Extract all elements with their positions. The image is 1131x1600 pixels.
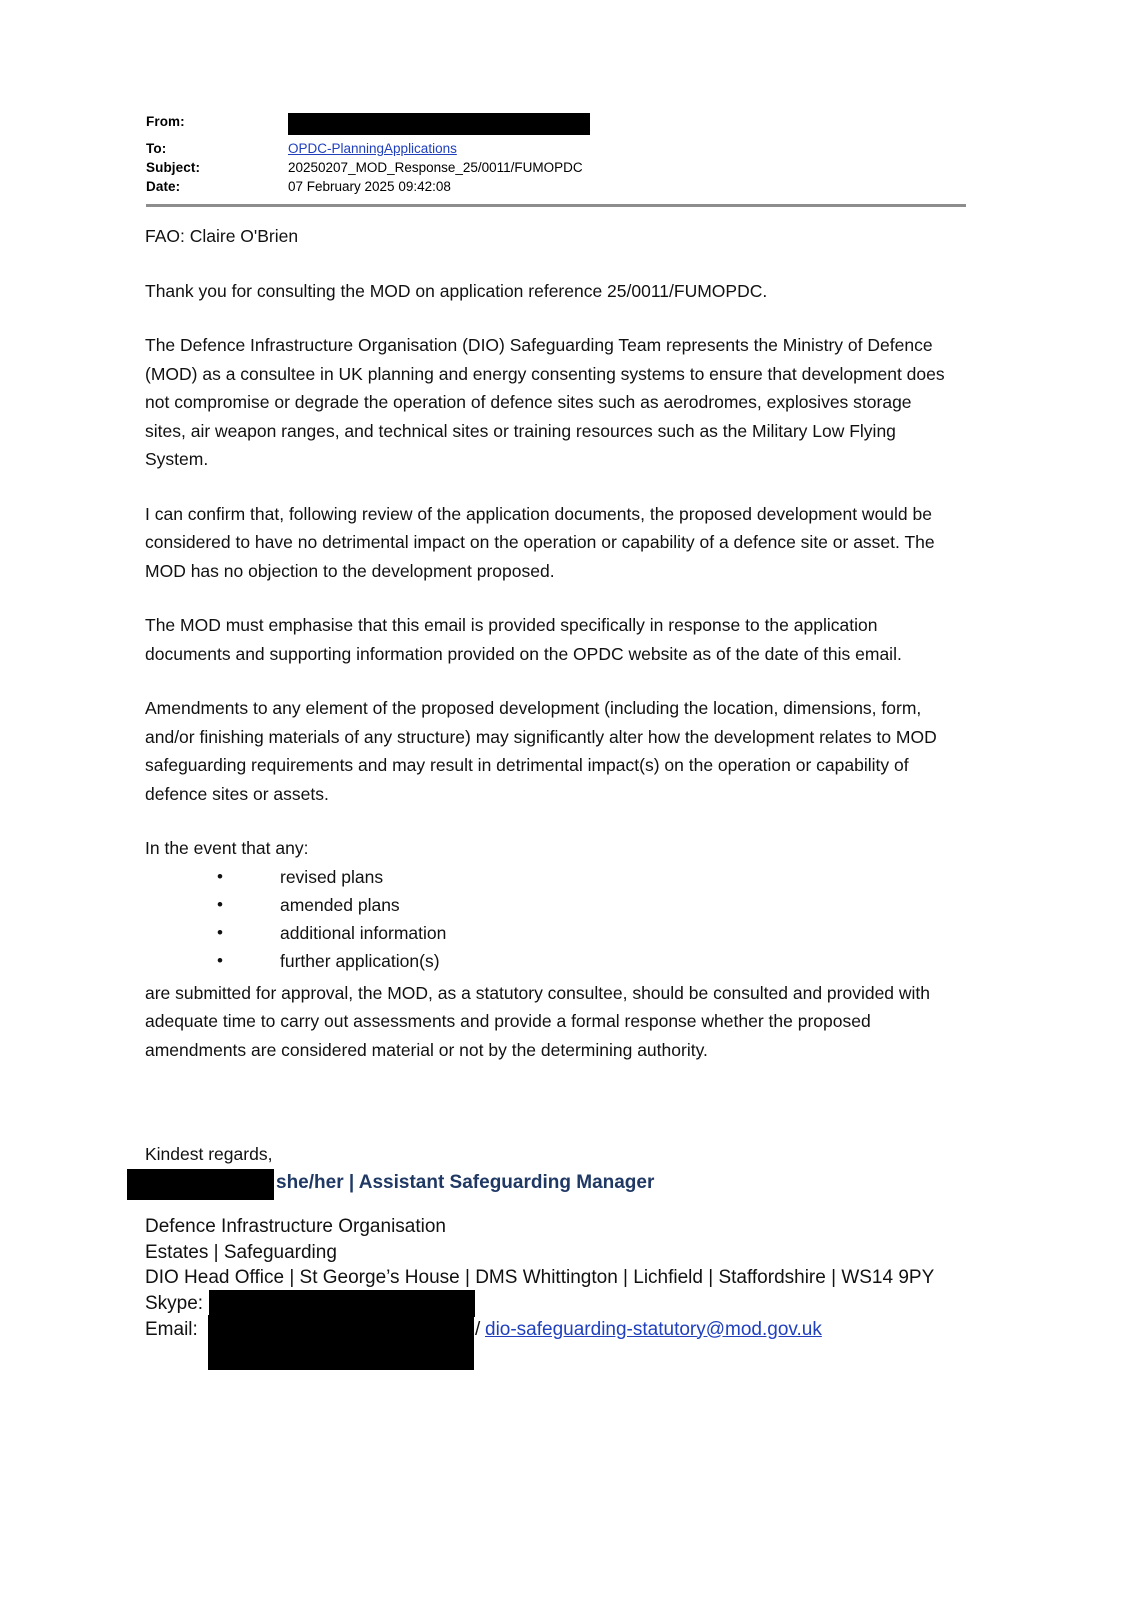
list-item: • amended plans	[145, 891, 955, 919]
to-value-link[interactable]: OPDC-PlanningApplications	[288, 141, 457, 156]
signature-details	[145, 1214, 975, 1347]
header-row-from	[146, 112, 966, 139]
subject-value: 20250207_MOD_Response_25/0011/FUMOPDC	[288, 160, 583, 175]
signature-regards: Kindest regards,	[145, 1144, 273, 1164]
signature-email-row	[145, 1317, 975, 1347]
paragraph-amendments: Amendments to any element of the proposed development (including the location, dimensions, form, and/or finishing materials of any structure) may significantly alter how the development relates to MOD safeguarding requirements and may result in detrimental impact(s) on the operation or capability of defence sites or assets.	[145, 698, 937, 804]
email-label: Email:	[145, 1318, 198, 1340]
redaction-block-email	[208, 1315, 474, 1370]
subject-label: Subject:	[146, 160, 201, 175]
paragraph-no-objection: I can confirm that, following review of the application documents, the proposed development would be considered to have no detrimental impact on the operation or capability of a defence site or asset. The MOD has no objection to the development proposed.	[145, 503, 935, 581]
date-label: Date:	[146, 179, 181, 194]
redaction-block-from	[288, 113, 590, 135]
paragraph-in-the-event: In the event that any:	[145, 838, 309, 858]
to-label: To:	[146, 141, 167, 156]
from-label: From:	[146, 114, 185, 129]
list-item: • further application(s)	[145, 947, 955, 975]
skype-label: Skype:	[145, 1292, 204, 1314]
paragraph-dio-role: The Defence Infrastructure Organisation (DIO) Safeguarding Team represents the Ministry of Defence (MOD) as a consultee in UK planning and energy consenting systems to ensure that development does not compromise or degrade the operation of defence sites such as aerodromes, explosives storage sites, air weapon ranges, and technical sites or training resources such as the Military Low Flying System.	[145, 335, 945, 469]
paragraph-submission: are submitted for approval, the MOD, as a statutory consultee, should be consulted and provided with adequate time to carry out assessments and provide a formal response whether the proposed amendments are considered material or not by the determining authority.	[145, 982, 931, 1060]
header-row-to	[146, 139, 966, 158]
header-divider	[146, 204, 966, 207]
email-address-link[interactable]: dio-safeguarding-statutory@mod.gov.uk	[485, 1318, 822, 1340]
bullet-list	[145, 863, 955, 975]
paragraph-thanks: Thank you for consulting the MOD on application reference 25/0011/FUMOPDC.	[145, 280, 768, 301]
from-value	[288, 112, 590, 139]
signature-department: Estates | Safeguarding	[145, 1241, 337, 1263]
signature-organisation: Defence Infrastructure Organisation	[145, 1216, 446, 1237]
signature-title: she/her | Assistant Safeguarding Manager	[276, 1172, 655, 1193]
redaction-block-skype	[209, 1290, 475, 1317]
list-item: • revised plans	[145, 863, 955, 891]
redaction-block-name	[127, 1169, 274, 1200]
signature-name-row	[145, 1169, 975, 1200]
header-row-subject	[146, 158, 966, 177]
list-item: • additional information	[145, 919, 955, 947]
email-body	[145, 222, 955, 1090]
email-signature	[145, 1142, 975, 1347]
salutation: FAO: Claire O'Brien	[145, 226, 299, 246]
header-row-date	[146, 177, 966, 196]
date-value: 07 February 2025 09:42:08	[288, 179, 451, 194]
signature-skype-row	[145, 1291, 975, 1317]
paragraph-scope: The MOD must emphasise that this email is provided specifically in response to the application documents and supporting information provided on the OPDC website as of the date of this email.	[145, 615, 902, 664]
signature-address: DIO Head Office | St George’s House | DMS Whittington | Lichfield | Staffordshire | WS14 9PY	[145, 1267, 935, 1288]
email-separator: /	[475, 1318, 481, 1340]
email-header	[146, 112, 966, 196]
